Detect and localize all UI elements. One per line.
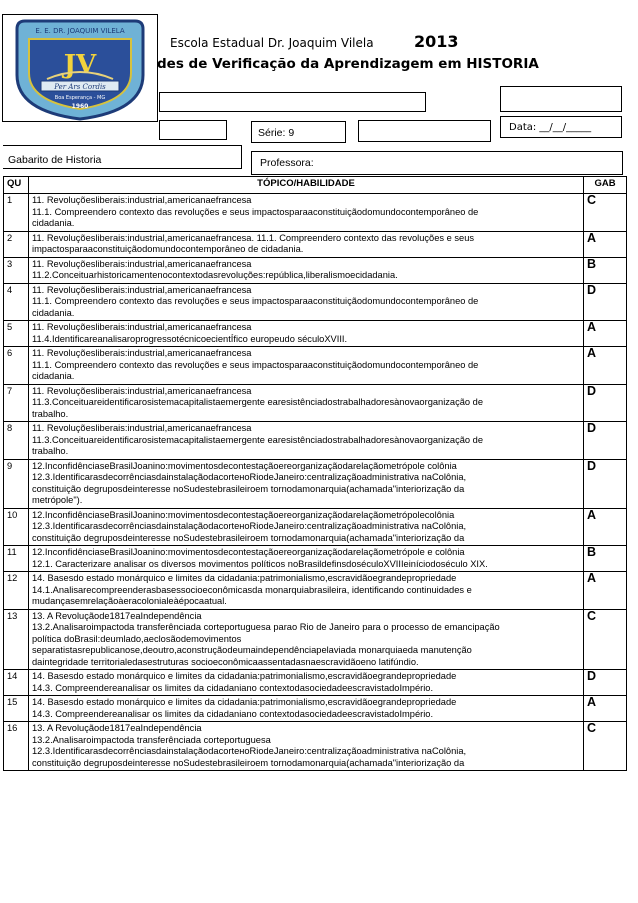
answer-key: A (584, 347, 627, 385)
topic-cell (29, 670, 584, 696)
topic-line: 11.1. Compreendero contexto das revoluções e seus impactosparaaconstituiçãodomundocontemporâneo de (32, 296, 479, 306)
topic-line: 11. Revoluçõesliberais:industrial,americanaefrancesa (32, 195, 252, 205)
topic-line: 11. Revoluçõesliberais:industrial,americanaefrancesa (32, 423, 252, 433)
table-row (4, 283, 627, 321)
question-number: 8 (4, 422, 29, 460)
serie-label: Série: 9 (258, 127, 295, 139)
question-number: 9 (4, 459, 29, 508)
question-number: 11 (4, 546, 29, 572)
topic-line: 12.3.IdentificarasdecorrênciasdainstalaçãodacorteноRiodeJaneiro:centralizaçãoadministrativa naColônia, (32, 746, 467, 756)
question-number: 14 (4, 670, 29, 696)
table-row (4, 572, 627, 610)
logo-top-text: E. E. DR. JOAQUIM VILELA (35, 27, 125, 35)
question-number: 16 (4, 722, 29, 771)
table-row (4, 231, 627, 257)
answer-key: B (584, 546, 627, 572)
topic-line: 11. Revoluçõesliberais:industrial,americanaefrancesa (32, 385, 252, 396)
answer-key: D (584, 459, 627, 508)
table-row (4, 321, 627, 347)
topic-line: 12.3.IdentificarasdecorrênciasdainstalaçãodacorteноRiodeJaneiro:centralizaçãoadministrativa naColônia, (32, 472, 467, 482)
professora-box[interactable] (251, 151, 623, 175)
topic-line: constituição degruposdeinteresse noSudestebrasileiroem tornodamonarquia(achamada"interiorização da (32, 757, 465, 768)
answer-key: D (584, 670, 627, 696)
topic-cell (29, 384, 584, 422)
topic-line: cidadania. (32, 218, 75, 228)
serie-box (251, 121, 346, 143)
table-row (4, 459, 627, 508)
topic-line: 11.1. Compreendero contexto das revoluções e seus impactosparaaconstituiçãodomundocontemporâneo de (32, 206, 479, 217)
table-row (4, 194, 627, 232)
question-number: 12 (4, 572, 29, 610)
name-field[interactable] (159, 92, 426, 112)
topic-line: 12.1. Caracterizare analisar os diversos movimentos políticos noBrasildefinsdoséculoXVIIIeiníciodoséculo XIX. (32, 558, 488, 569)
topic-line: trabalho. (32, 408, 69, 419)
topic-line: separatistasrepublicanose,deoutro,aconstruçãodeumaindependênciapelaviada monarquiaeda manutenção (32, 645, 472, 655)
topic-line: 12.InconfidênciaseBrasilJoanino:movimentosdecontestaçãoereorganizaçãodarelaçãometrópole colônia (32, 460, 457, 471)
topic-line: 11. Revoluçõesliberais:industrial,americanaefrancesa (32, 348, 252, 358)
topic-line: constituição degruposdeinteresse noSudestebrasileiroem tornodamonarquia(achamada"interiorização da (32, 483, 465, 494)
answer-key: A (584, 321, 627, 347)
question-number: 1 (4, 194, 29, 232)
header-topico: TÓPICO/HABILIDADE (29, 177, 584, 194)
topic-cell (29, 257, 584, 283)
question-number: 5 (4, 321, 29, 347)
question-number: 4 (4, 283, 29, 321)
answer-key: D (584, 283, 627, 321)
logo-monogram: JV (63, 50, 97, 80)
question-number: 6 (4, 347, 29, 385)
topic-line: 14. Basesdo estado monárquico e limites da cidadania:patrimonialismo,escravidãoegrandepropriedade (32, 697, 457, 707)
topic-line: 11.2.Conceituarhistoricamentenocontextodasrevoluções:república,liberalismoecidadania. (32, 270, 398, 280)
answer-key: A (584, 508, 627, 546)
topic-cell (29, 283, 584, 321)
logo-location: Boa Esperança - MG (54, 95, 106, 101)
topic-line: trabalho. (32, 446, 69, 456)
topic-line: cidadania. (32, 371, 75, 381)
gabarito-box (3, 145, 242, 169)
topic-line: 12.3.IdentificarasdecorrênciasdainstalaçãodacorteноRiodeJaneiro:centralizaçãoadministrativa naColônia, (32, 521, 467, 531)
grade-field[interactable] (500, 86, 622, 112)
table-row (4, 609, 627, 670)
school-name: Escola Estadual Dr. Joaquim Vilela (170, 36, 374, 50)
topic-line: 13.2.Analisaroimpactoda transferênciada corteportuguesa parao Rio de Janeiro para o processo de emancipação (32, 622, 500, 632)
topic-line: 11.4.IdentificareanalisaroprogressotécnicoecientÍfico europeudo séculoXVIII. (32, 333, 348, 344)
table-row (4, 546, 627, 572)
topic-cell (29, 347, 584, 385)
school-crest-icon (3, 15, 157, 121)
topic-line: 14.3. Compreendereanalisar os limites da cidadaniano contextodasociedadeescravistadoImpério. (32, 682, 434, 693)
header-qu: QU (4, 177, 29, 194)
table-row (4, 670, 627, 696)
topic-line: 14.3. Compreendereanalisar os limites da cidadaniano contextodasociedadeescravistadoImpério. (32, 708, 434, 719)
topic-line: 11.1. Compreendero contexto das revoluções e seus impactosparaaconstituiçãodomundocontemporâneo de (32, 359, 479, 370)
topic-line: metrópole"). (32, 495, 83, 505)
table-row (4, 422, 627, 460)
topic-line: 11. Revoluçõesliberais:industrial,americanaefrancesa. 11.1. Compreendero contexto das revoluções e seus (32, 232, 475, 243)
topic-line: daintegridade territorialedasestruturas socioeconômicaassentadasnaescravidãoeno latifúndio. (32, 656, 419, 667)
topic-line: 12.InconfidênciaseBrasilJoanino:movimentosdecontestaçãoereorganizaçãodarelaçãometrópole e colônia (32, 547, 465, 557)
topic-cell (29, 696, 584, 722)
table-row (4, 696, 627, 722)
number-field[interactable] (358, 120, 491, 142)
topic-cell (29, 546, 584, 572)
year: 2013 (414, 32, 459, 51)
topic-line: 11. Revoluçõesliberais:industrial,americanaefrancesa (32, 284, 252, 295)
turma-field[interactable] (159, 120, 227, 140)
question-number: 7 (4, 384, 29, 422)
topic-cell (29, 572, 584, 610)
answer-key: D (584, 384, 627, 422)
answer-key: D (584, 422, 627, 460)
topic-line: 12.InconfidênciaseBrasilJoanino:movimentosdecontestaçãoereorganizaçãodarelaçãometrópolecolônia (32, 509, 455, 520)
topic-cell (29, 422, 584, 460)
topic-cell (29, 321, 584, 347)
answer-key: C (584, 194, 627, 232)
topic-cell (29, 508, 584, 546)
question-number: 2 (4, 231, 29, 257)
table-header-row (4, 177, 627, 194)
topic-cell (29, 231, 584, 257)
answer-key: A (584, 696, 627, 722)
answer-key: A (584, 231, 627, 257)
topic-line: cidadania. (32, 307, 75, 318)
topic-cell (29, 459, 584, 508)
topic-line: 14. Basesdo estado monárquico e limites da cidadania:patrimonialismo,escravidãoegrandepropriedade (32, 573, 457, 583)
topic-line: 11.3.Conceituareidentificarosistemacapitalistaemergente earesistênciadostrabalhadoresànovaorganização de (32, 434, 484, 445)
topic-line: impactosparaaconstituiçãodomundocontemporâneo de cidadania. (32, 244, 304, 254)
topic-line: 13. A Revoluçãode1817eaIndependência (32, 610, 202, 621)
topic-line: política doBrasil:deumlado,aeclosãodemovimentos (32, 633, 242, 644)
question-number: 10 (4, 508, 29, 546)
header-gab: GAB (584, 177, 627, 194)
professora-label: Professora: (260, 157, 314, 169)
table-row (4, 257, 627, 283)
topic-line: 13. A Revoluçãode1817eaIndependência (32, 723, 202, 733)
question-number: 3 (4, 257, 29, 283)
gabarito-label: Gabarito de Historia (8, 154, 102, 166)
topic-line: constituição degruposdeinteresse noSudestebrasileiroem tornodamonarquia(achamada"interiorização da (32, 532, 465, 543)
answer-key: C (584, 609, 627, 670)
answer-key: C (584, 722, 627, 771)
topic-cell (29, 609, 584, 670)
topic-line: 11. Revoluçõesliberais:industrial,americanaefrancesa (32, 258, 252, 269)
topic-line: 13.2.Analisaroimpactoda transferênciada corteportuguesa (32, 734, 271, 745)
date-box[interactable] (500, 116, 622, 138)
topic-line: mudançasemrelaçãoàeracolonialeàépocaatual. (32, 596, 227, 606)
date-label: Data: __/__/_____ (509, 122, 592, 133)
question-number: 13 (4, 609, 29, 670)
answer-key: A (584, 572, 627, 610)
topic-cell (29, 194, 584, 232)
table-row (4, 384, 627, 422)
topic-cell (29, 722, 584, 771)
school-logo (2, 14, 158, 122)
table-row (4, 508, 627, 546)
page-title: des de Verificação da Aprendizagem em HISTORIA (157, 56, 539, 72)
answer-key: B (584, 257, 627, 283)
table-row (4, 722, 627, 771)
question-number: 15 (4, 696, 29, 722)
topic-line: 14. Basesdo estado monárquico e limites da cidadania:patrimonialismo,escravidãoegrandepropriedade (32, 671, 457, 681)
table-row (4, 347, 627, 385)
answer-table (3, 176, 627, 771)
topic-line: 14.1.Analisarecompreenderasbasessocioeconômicasda monarquiabrasileira, identificando continuidades e (32, 584, 472, 595)
topic-line: 11. Revoluçõesliberais:industrial,americanaefrancesa (32, 322, 252, 332)
logo-founded: 1960 (71, 103, 89, 110)
logo-motto: Per Ars Cordis (54, 83, 106, 91)
topic-line: 11.3.Conceituareidentificarosistemacapitalistaemergente earesistênciadostrabalhadoresànovaorganização de (32, 397, 484, 407)
